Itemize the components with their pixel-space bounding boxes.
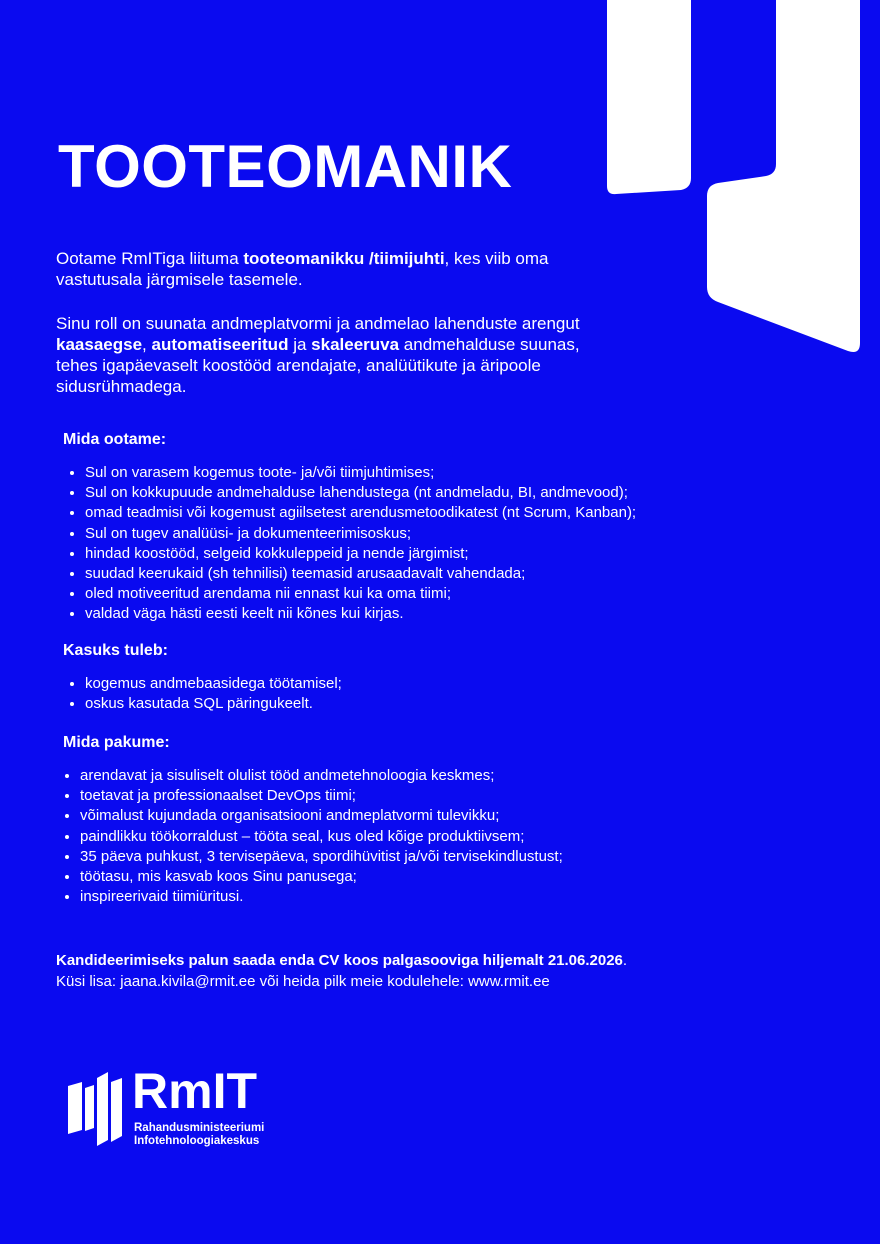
list-item: • oled motiveeritud arendama nii ennast kui ka oma tiimi; [85, 584, 843, 604]
section-offer [58, 734, 838, 907]
list-item: • hindad koostööd, selgeid kokkuleppeid ja nende järgimist; [85, 544, 843, 564]
page-title: TOOTEOMANIK [58, 133, 513, 200]
list-item: • valdad väga hästi eesti keelt nii kõnes kui kirjas. [85, 604, 843, 624]
logo-wordmark: RmIT [132, 1063, 257, 1119]
section-advantages [63, 642, 843, 714]
list-item: • töötasu, mis kasvab koos Sinu panusega; [80, 867, 838, 887]
list-item: • inspireerivaid tiimiüritusi. [80, 887, 838, 907]
list-item: • arendavat ja sisuliselt olulist tööd andmetehnoloogia keskmes; [80, 766, 838, 786]
contact-text: Küsi lisa: jaana.kivila@rmit.ee või heida pilk meie kodulehele: www.rmit.ee [56, 973, 550, 990]
section-requirements [63, 431, 843, 625]
list-item: • oskus kasutada SQL päringukeelt. [85, 694, 843, 714]
section-heading: Kasuks tuleb: [63, 642, 168, 659]
application-info: Kandideerimiseks palun saada enda CV koos palgasooviga hiljemalt 21.06.2026. Küsi lisa: jaana.kivila@rmit.ee või heida pilk meie kodulehele: www.rmit.ee [56, 952, 628, 990]
advantages-list [63, 674, 843, 714]
list-item: • Sul on tugev analüüsi- ja dokumenteerimisoskus; [85, 524, 843, 544]
requirements-list [63, 463, 843, 625]
list-item: • paindlikku töökorraldust – tööta seal, kus oled kõige produktiivsem; [80, 827, 838, 847]
section-heading: Mida ootame: [63, 431, 167, 448]
intro-paragraph-2: Sinu roll on suunata andmeplatvormi ja andmelao lahenduste arengut kaasaegse, automatiseeritud ja skaleeruva andmehalduse suunas, tehes igapäevaselt koostööd arendajate, analüütikute ja äripoole sidusrühmadega. [56, 314, 580, 396]
list-item: • omad teadmisi või kogemust agiilsetest arendusmetoodikatest (nt Scrum, Kanban); [85, 503, 843, 523]
section-heading: Mida pakume: [63, 734, 170, 751]
list-item: • suudad keerukaid (sh tehnilisi) teemasid arusaadavalt vahendada; [85, 564, 843, 584]
list-item: • võimalust kujundada organisatsiooni andmeplatvormi tulevikku; [80, 806, 838, 826]
logo-subtitle: Rahandusministeeriumi Infotehnoloogiakeskus [134, 1122, 265, 1147]
list-item: • toetavat ja professionaalset DevOps tiimi; [80, 786, 838, 806]
decorative-bracket-shape [600, 0, 880, 360]
list-item: • kogemus andmebaasidega töötamisel; [85, 674, 843, 694]
deadline-text: Kandideerimiseks palun saada enda CV koos palgasooviga hiljemalt 21.06.2026 [56, 952, 623, 969]
list-item: • Sul on kokkupuude andmehalduse lahendustega (nt andmeladu, BI, andmevood); [85, 483, 843, 503]
offer-list [58, 766, 838, 907]
rmit-logo [68, 1063, 308, 1152]
list-item: • 35 päeva puhkust, 3 tervisepäeva, spordihüvitist ja/või tervisekindlustust; [80, 847, 838, 867]
rmit-logo-icon [68, 1070, 122, 1150]
intro-paragraph-1: Ootame RmITiga liituma tooteomanikku /tiimijuhti, kes viib oma vastutusala järgmisele tasemele. [56, 249, 549, 289]
list-item: • Sul on varasem kogemus toote- ja/või tiimjuhtimises; [85, 463, 843, 483]
